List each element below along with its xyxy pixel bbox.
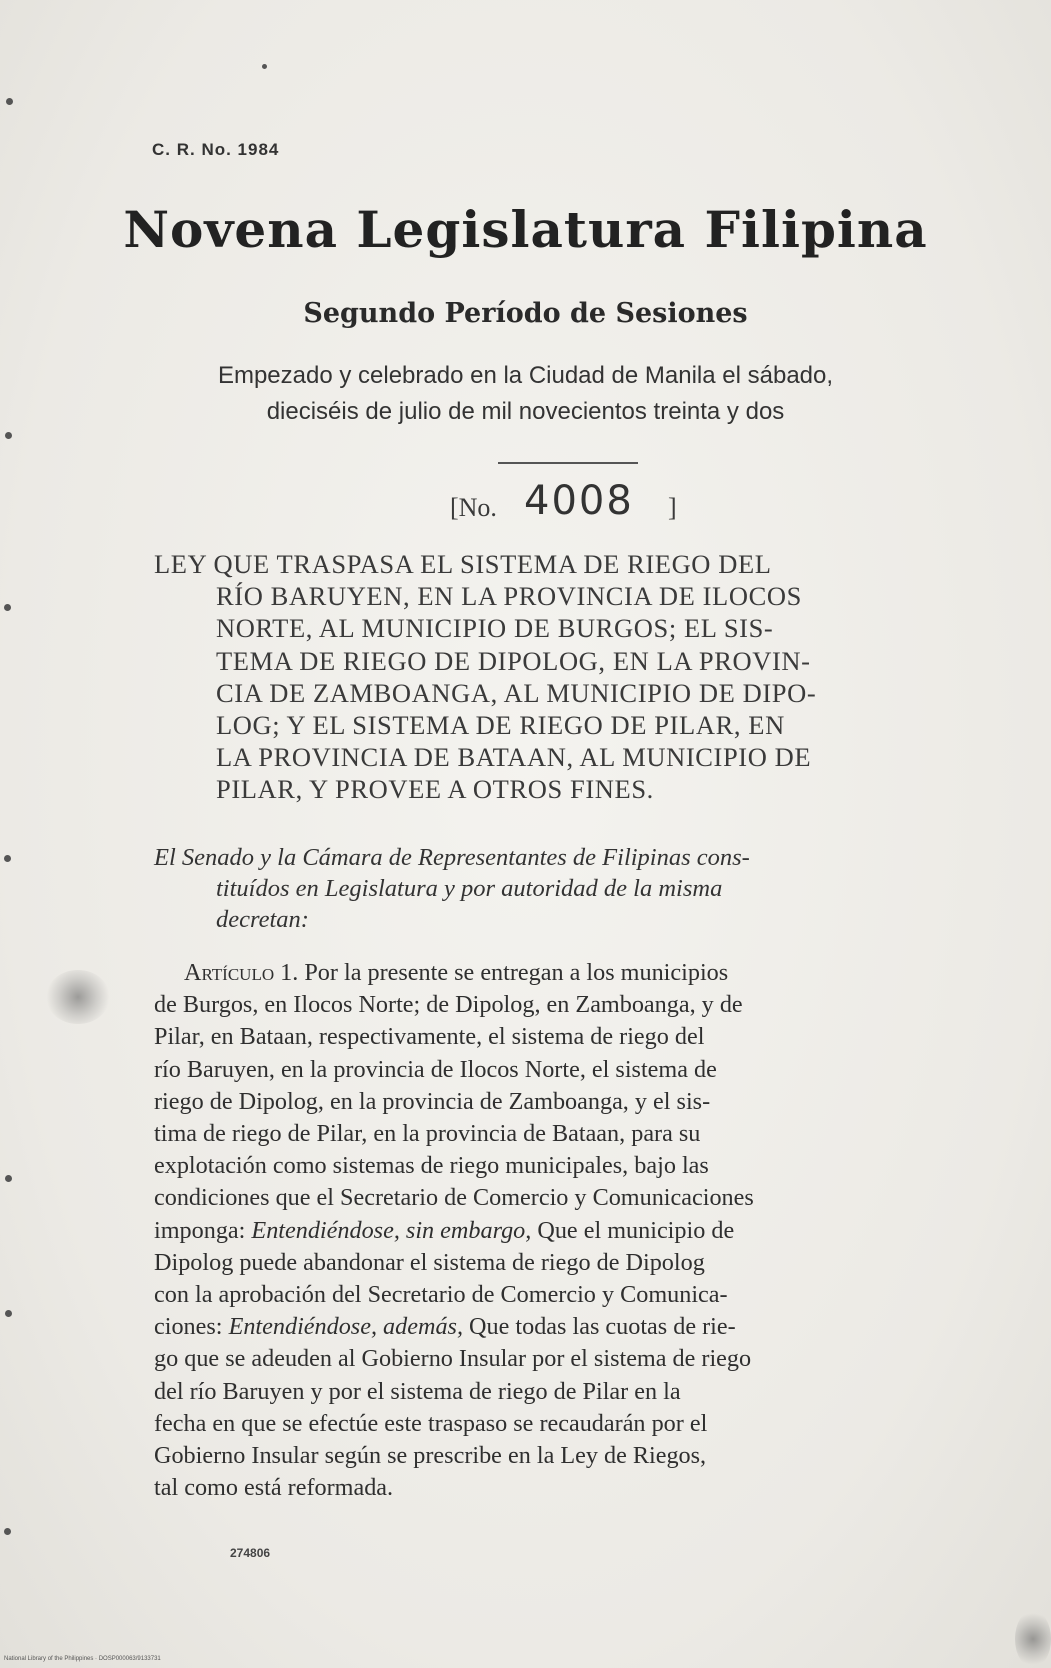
article-line: go que se adeuden al Gobierno Insular por el sistema de riego xyxy=(154,1345,752,1373)
archive-footer: National Library of the Philippines · DOSP000063/9133731 xyxy=(4,1656,161,1662)
article-text: Que el municipio de xyxy=(531,1216,735,1244)
session-start-line: Empezado y celebrado en la Ciudad de Manila el sábado, xyxy=(217,362,834,389)
article-line: del río Baruyen y por el sistema de riego de Pilar en la xyxy=(154,1377,681,1405)
article-line: Gobierno Insular según se prescribe en la Ley de Riegos, xyxy=(154,1442,707,1470)
law-title-line: LEY QUE TRASPASA EL SISTEMA DE RIEGO DEL xyxy=(154,549,772,579)
article-proviso: Entendiéndose, sin embargo, xyxy=(251,1216,532,1244)
article-line: explotación como sistemas de riego municipales, bajo las xyxy=(154,1152,709,1180)
law-title-line: NORTE, AL MUNICIPIO DE BURGOS; EL SIS- xyxy=(216,613,774,644)
binder-hole xyxy=(5,1310,12,1317)
session-start-text xyxy=(0,358,1051,430)
divider-rule xyxy=(498,462,638,464)
law-title-line: CIA DE ZAMBOANGA, AL MUNICIPIO DE DIPO- xyxy=(216,677,817,708)
ink-speck xyxy=(262,64,267,69)
article-line: fecha en que se efectúe este traspaso se recaudarán por el xyxy=(154,1409,708,1437)
article-line xyxy=(154,957,969,989)
smudge-mark xyxy=(46,970,110,1024)
article-line: río Baruyen, en la provincia de Ilocos Norte, el sistema de xyxy=(154,1055,717,1083)
law-title-line: LA PROVINCIA DE BATAAN, AL MUNICIPIO DE xyxy=(216,742,812,773)
article-line: tal como está reformada. xyxy=(154,1474,394,1502)
legislature-title: Novena Legislatura Filipina xyxy=(123,200,928,259)
article-line: con la aprobación del Secretario de Comercio y Comunica- xyxy=(154,1281,728,1309)
act-number-handwritten: 4008 xyxy=(524,478,634,524)
act-number-bracket: ] xyxy=(668,493,677,522)
smudge-mark xyxy=(1015,1610,1051,1668)
article-1 xyxy=(154,957,969,1504)
article-line xyxy=(154,1311,969,1343)
act-number-label: [No. xyxy=(450,493,497,522)
article-heading: Artículo 1. xyxy=(184,959,299,986)
binder-hole xyxy=(4,855,11,862)
binder-hole xyxy=(4,604,11,611)
article-line: tima de riego de Pilar, en la provincia de Bataan, para su xyxy=(154,1120,701,1148)
article-text: ciones: xyxy=(154,1313,229,1341)
binder-hole xyxy=(5,1175,12,1182)
law-title-line: TEMA DE RIEGO DE DIPOLOG, EN LA PROVIN- xyxy=(216,645,811,676)
article-line: de Burgos, en Ilocos Norte; de Dipolog, en Zamboanga, y de xyxy=(154,991,743,1019)
law-title-line: PILAR, Y PROVEE A OTROS FINES. xyxy=(216,774,654,805)
article-line: Dipolog puede abandonar el sistema de riego de Dipolog xyxy=(154,1248,705,1276)
enacting-line: tituídos en Legislatura y por autoridad de la misma xyxy=(216,875,723,902)
enacting-clause xyxy=(154,842,969,935)
enacting-line: decretan: xyxy=(216,906,309,933)
binder-hole xyxy=(6,98,13,105)
print-code: 274806 xyxy=(230,1546,271,1560)
article-line: condiciones que el Secretario de Comercio y Comunicaciones xyxy=(154,1184,754,1212)
article-proviso: Entendiéndose, además, xyxy=(228,1313,463,1341)
article-line xyxy=(154,1215,969,1247)
article-text: Que todas las cuotas de rie- xyxy=(463,1313,736,1341)
binder-hole xyxy=(4,1528,11,1535)
article-line: Pilar, en Bataan, respectivamente, el sistema de riego del xyxy=(154,1023,705,1051)
enacting-line: El Senado y la Cámara de Representantes de Filipinas cons- xyxy=(154,844,750,871)
session-subtitle: Segundo Período de Sesiones xyxy=(303,298,748,329)
binder-hole xyxy=(5,432,12,439)
law-title xyxy=(154,548,969,806)
law-title-line: RÍO BARUYEN, EN LA PROVINCIA DE ILOCOS xyxy=(216,581,802,612)
article-text: imponga: xyxy=(154,1216,252,1244)
cr-number: C. R. No. 1984 xyxy=(152,140,280,159)
article-line: riego de Dipolog, en la provincia de Zamboanga, y el sis- xyxy=(154,1087,711,1115)
article-text: Por la presente se entregan a los municipios xyxy=(298,959,729,986)
law-title-line: LOG; Y EL SISTEMA DE RIEGO DE PILAR, EN xyxy=(216,710,785,741)
session-start-line: dieciséis de julio de mil novecientos treinta y dos xyxy=(266,398,785,425)
